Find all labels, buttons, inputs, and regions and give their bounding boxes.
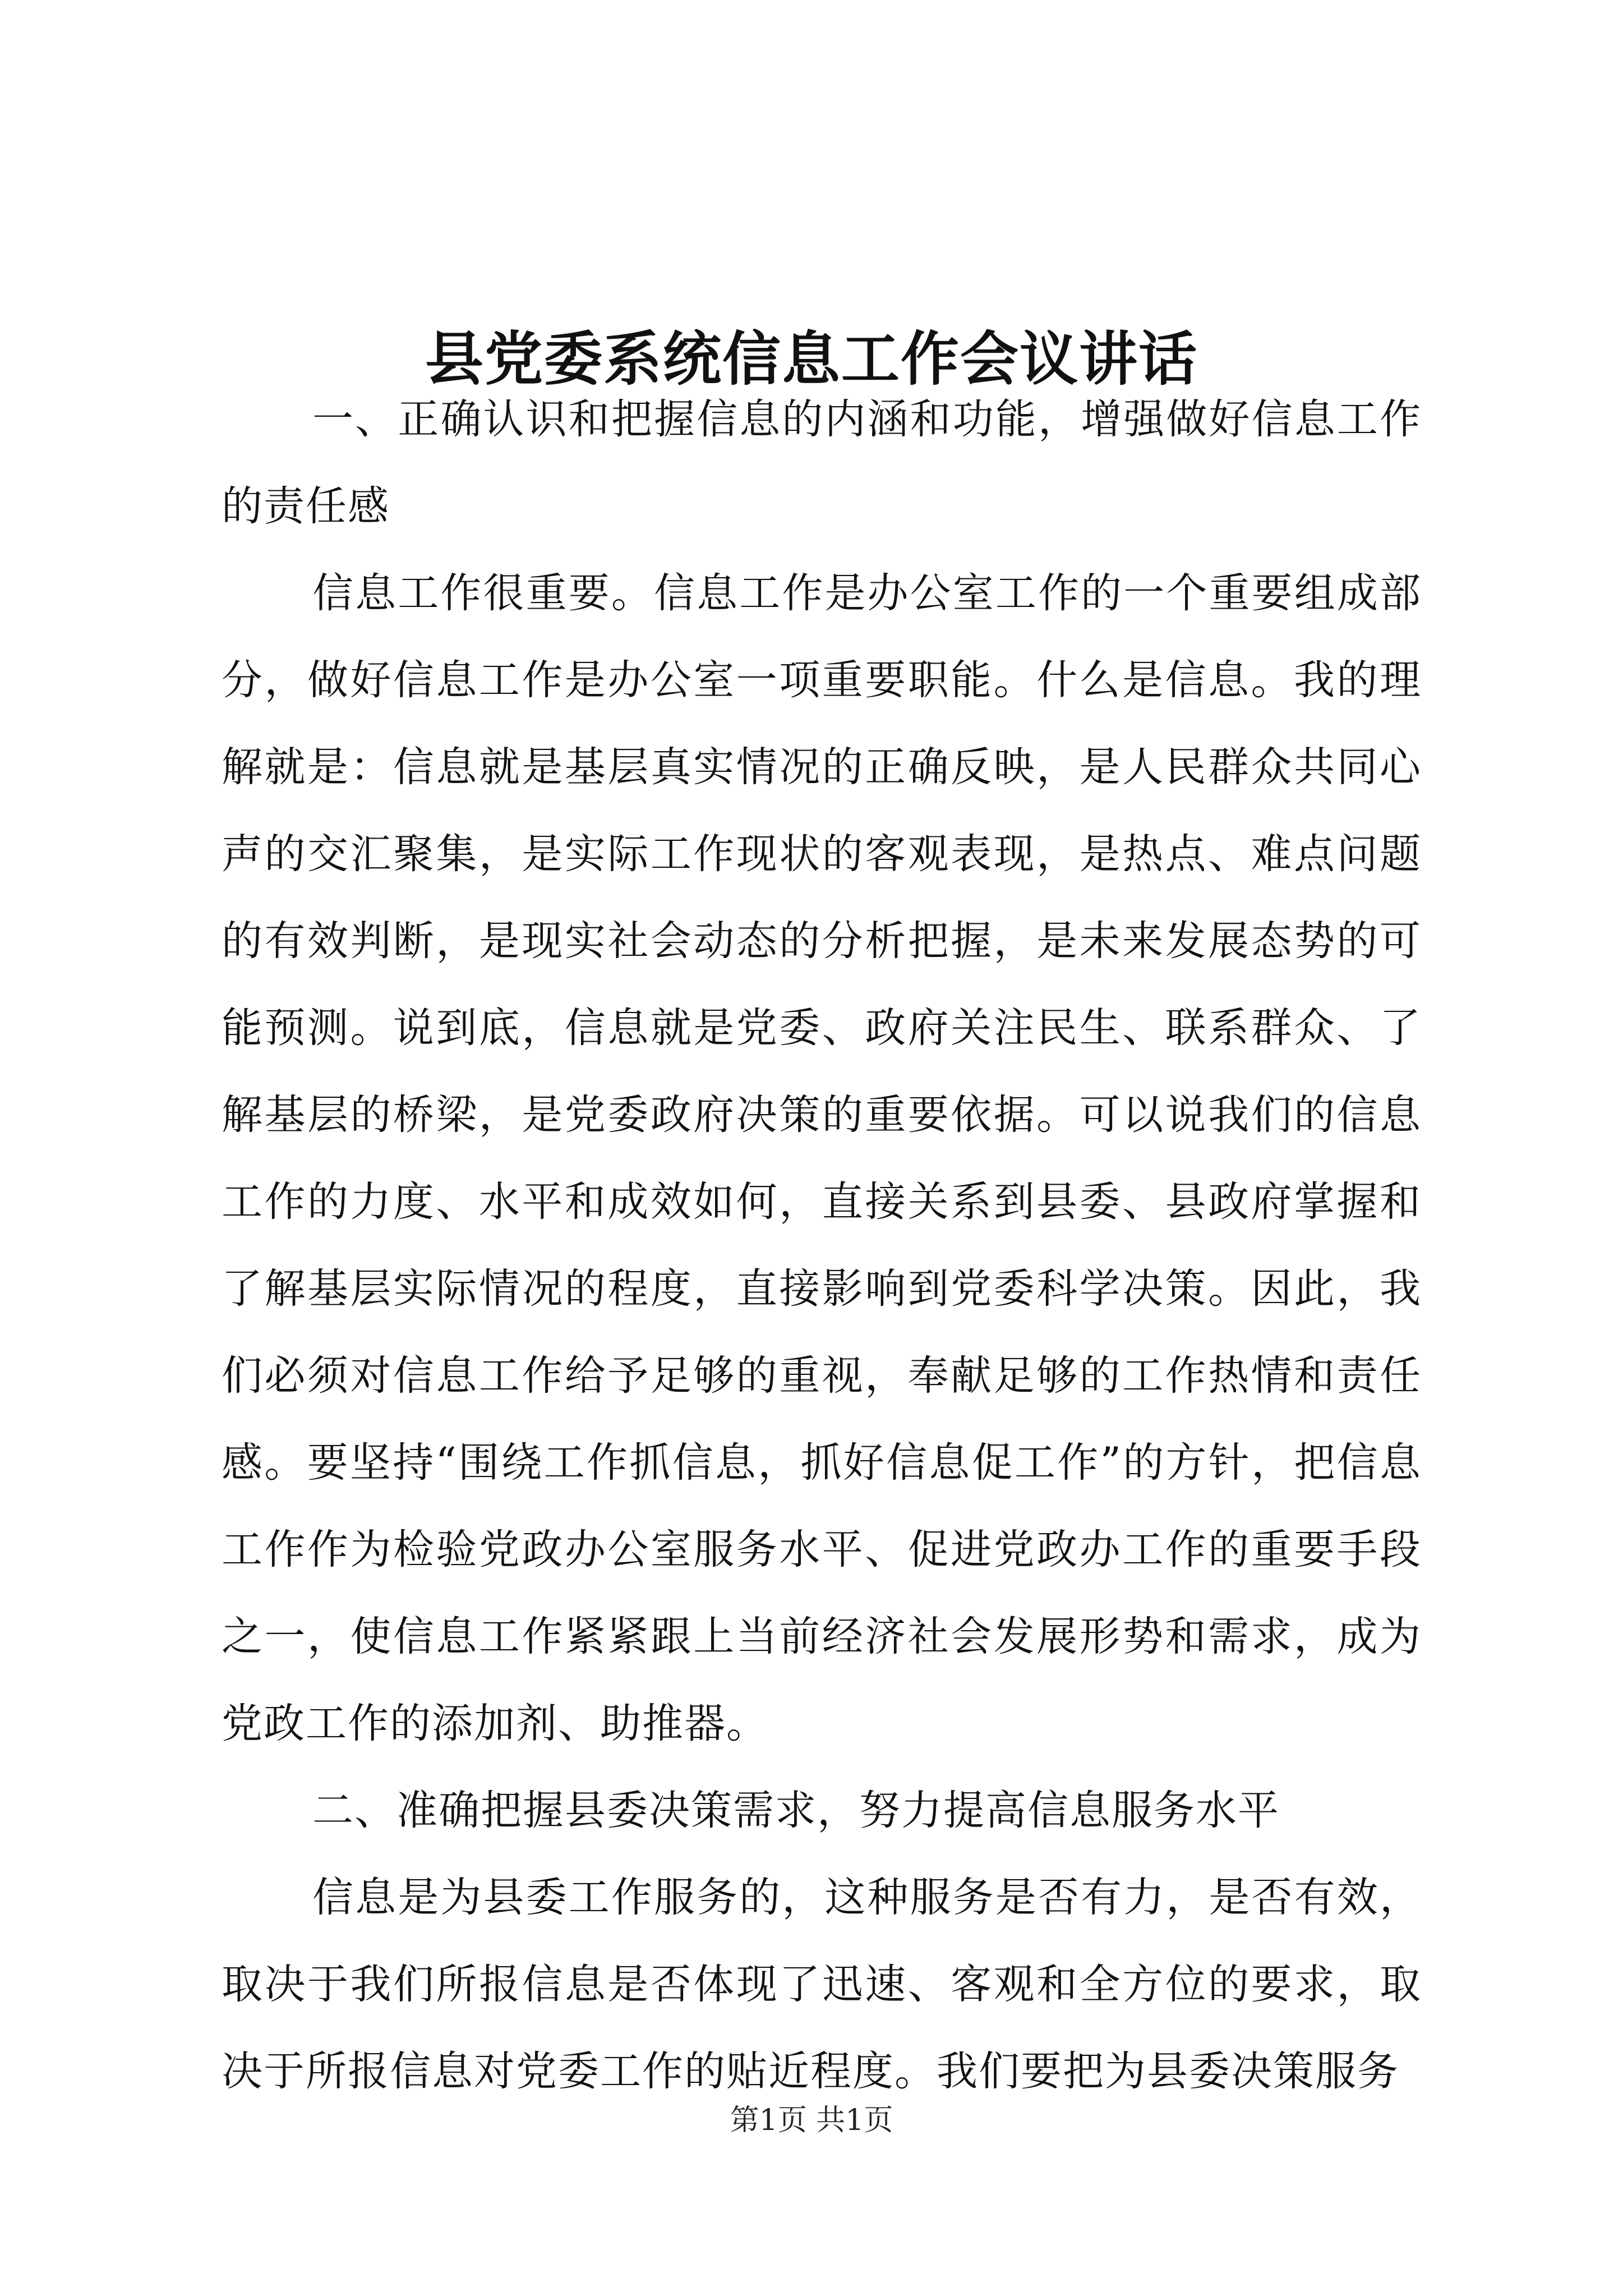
section-heading-1: 一、正确认识和把握信息的内涵和功能，增强做好信息工作的责任感 <box>222 395 1422 530</box>
page-footer <box>0 2101 1623 2140</box>
document-title: 县党委系统信息工作会议讲话 <box>425 324 1198 393</box>
page-number-label: 第1页 共1页 <box>730 2104 893 2137</box>
document-body <box>222 376 1422 2115</box>
section-heading-2: 二、准确把握县委决策需求，努力提高信息服务水平 <box>312 1787 1280 1834</box>
body-paragraph-2: 信息是为县委工作服务的，这种服务是否有力，是否有效，取决于我们所报信息是否体现了迅速、客观和全方位的要求，取决于所报信息对党委工作的贴近程度。我们要把为县委决策服务 <box>222 1874 1422 2095</box>
body-paragraph-1: 信息工作很重要。信息工作是办公室工作的一个重要组成部分，做好信息工作是办公室一项重要职能。什么是信息。我的理解就是：信息就是基层真实情况的正确反映，是人民群众共同心声的交汇聚集，是实际工作现状的客观表现，是热点、难点问题的有效判断，是现实社会动态的分析把握，是未来发展态势的可能预测。说到底，信息就是党委、政府关注民生、联系群众、了解基层的桥梁，是党委政府决策的重要依据。可以说我们的信息工作的力度、水平和成效如何，直接关系到县委、县政府掌握和了解基层实际情况的程度，直接影响到党委科学决策。因此，我们必须对信息工作给予足够的重视，奉献足够的工作热情和责任感。要坚持“围绕工作抓信息，抓好信息促工作”的方针，把信息工作作为检验党政办公室服务水平、促进党政办工作的重要手段之一，使信息工作紧紧跟上当前经济社会发展形势和需求，成为党政工作的添加剂、助推器。 <box>222 569 1422 1747</box>
